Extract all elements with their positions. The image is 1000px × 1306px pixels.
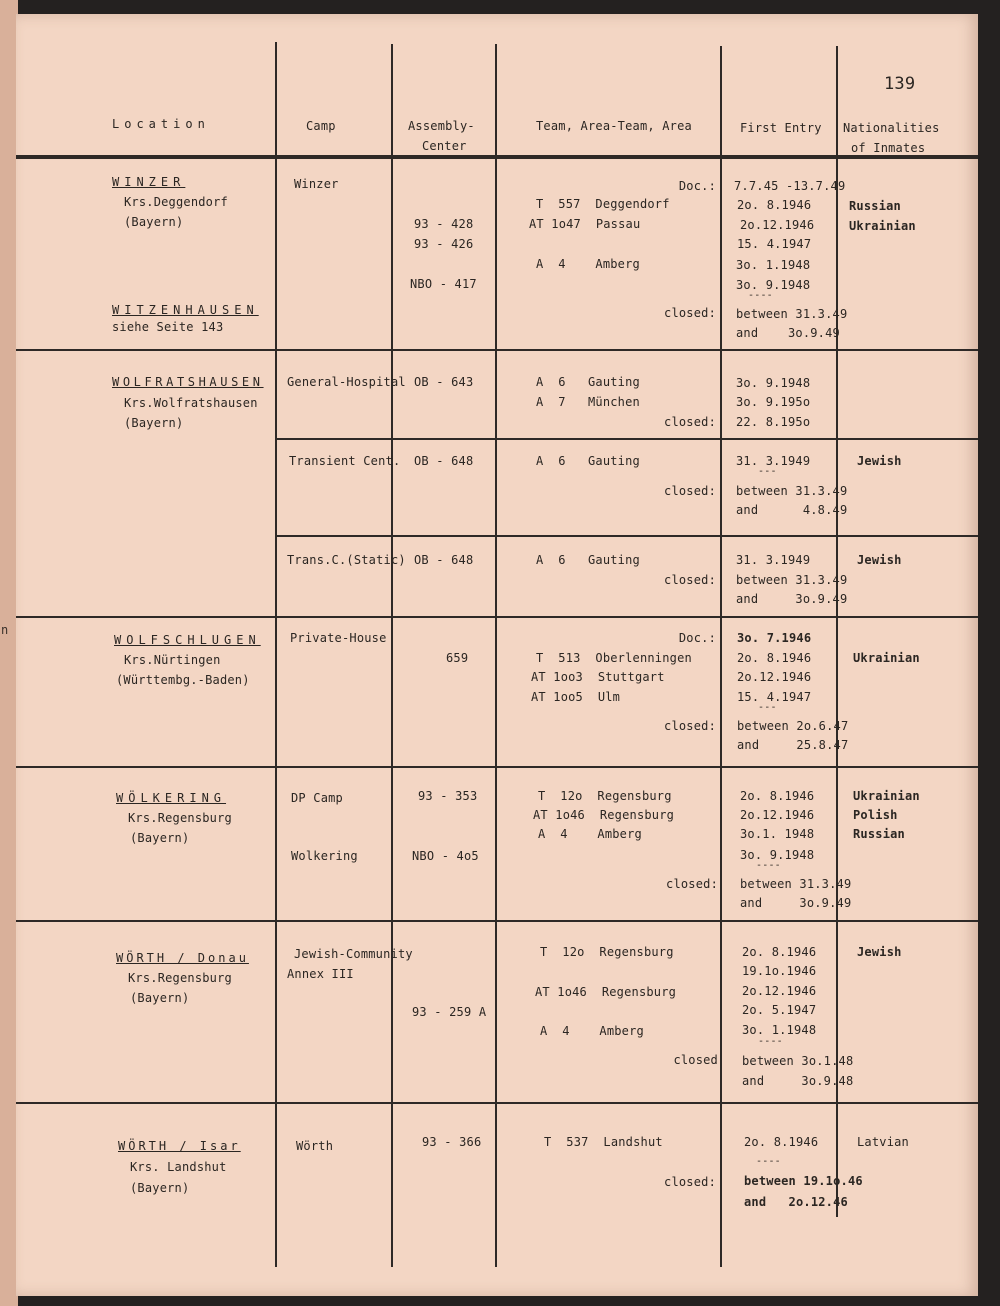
wolfschlugen-nat: Ukrainian xyxy=(853,651,920,665)
wolfrat-camp-3: Trans.C.(Static) xyxy=(287,553,406,567)
header-nationalities-2: of Inmates xyxy=(851,141,926,155)
winzer-team-2: AT 1o47 Passau xyxy=(529,217,641,231)
header-rule xyxy=(16,155,978,159)
wolkering-entry-dash: ---- xyxy=(756,860,781,871)
worth-isar-entry-dash: ---- xyxy=(756,1156,781,1167)
winzer-entry-6: 3o. 9.1948 xyxy=(736,278,811,292)
worth-donau-entry-3: 2o.12.1946 xyxy=(742,984,817,998)
worth-donau-camp-2: Annex III xyxy=(287,967,354,981)
wolfrat-assembly-1: OB - 643 xyxy=(414,375,474,389)
location-wolfratshausen: WOLFRATSHAUSEN xyxy=(112,375,264,389)
worth-donau-entry-7: and 3o.9.48 xyxy=(742,1074,854,1088)
worth-donau-closed: closed xyxy=(673,1053,718,1067)
winzer-nat-2: Ukrainian xyxy=(849,219,916,233)
winzer-district: Krs.Deggendorf xyxy=(124,195,228,209)
header-first-entry: First Entry xyxy=(740,121,822,135)
wolfrat-entry-3a: 31. 3.1949 xyxy=(736,553,811,567)
wolkering-nat-3: Russian xyxy=(853,827,905,841)
worth-donau-entry-6: between 3o.1.48 xyxy=(742,1054,854,1068)
worth-isar-nat: Latvian xyxy=(857,1135,909,1149)
wolfschlugen-camp: Private-House xyxy=(290,631,387,645)
wolfrat-assembly-3: OB - 648 xyxy=(414,553,474,567)
wolfschlugen-entry-6: and 25.8.47 xyxy=(737,738,849,752)
wolkering-team-3: A 4 Amberg xyxy=(538,827,642,841)
wolfrat-team-2a: A 6 Gauting xyxy=(536,454,640,468)
winzer-nat-1: Russian xyxy=(849,199,901,213)
header-assembly-1: Assembly- xyxy=(408,119,475,133)
wolfrat-team-1b: A 7 München xyxy=(536,395,640,409)
wolfschlugen-doc: Doc.: xyxy=(678,631,716,645)
winzer-entry-dash: ---- xyxy=(748,290,773,301)
worth-isar-entry-1: 2o. 8.1946 xyxy=(744,1135,819,1149)
wolfrat-team-1a: A 6 Gauting xyxy=(536,375,640,389)
worth-donau-entry-1: 2o. 8.1946 xyxy=(742,945,817,959)
wolfratshausen-state: (Bayern) xyxy=(124,416,184,430)
wolfrat-assembly-2: OB - 648 xyxy=(414,454,474,468)
winzer-team-1: T 557 Deggendorf xyxy=(536,197,670,211)
wolfrat-nat-2: Jewish xyxy=(857,454,902,468)
wolkering-entry-1: 2o. 8.1946 xyxy=(740,789,815,803)
wolkering-nat-1: Ukrainian xyxy=(853,789,920,803)
wolkering-camp-1: DP Camp xyxy=(291,791,343,805)
winzer-entry-5: 3o. 1.1948 xyxy=(736,258,811,272)
worth-donau-state: (Bayern) xyxy=(130,991,190,1005)
header-camp: Camp xyxy=(306,119,336,133)
worth-donau-team-2: AT 1o46 Regensburg xyxy=(535,985,677,999)
wolkering-team-2: AT 1o46 Regensburg xyxy=(533,808,675,822)
wolfrat-entry-3c: and 3o.9.49 xyxy=(736,592,848,606)
wolfschlugen-district: Krs.Nürtingen xyxy=(124,653,221,667)
winzer-entry-4: 15. 4.1947 xyxy=(737,237,812,251)
row-rule-3 xyxy=(16,616,978,618)
location-wolkering: WÖLKERING xyxy=(116,791,227,805)
winzer-assembly-2: 93 - 426 xyxy=(414,237,474,251)
wolfrat-entry-3b: between 31.3.49 xyxy=(736,573,848,587)
location-worth-donau: WÖRTH / Donau xyxy=(116,951,249,965)
wolfrat-camp-1: General-Hospital xyxy=(287,375,406,389)
worth-donau-entry-dash: ---- xyxy=(758,1036,783,1047)
wolfrat-closed-3: closed: xyxy=(664,573,716,587)
wolkering-team-1: T 12o Regensburg xyxy=(538,789,672,803)
winzer-closed: closed: xyxy=(664,306,716,320)
worth-donau-entry-5: 3o. 1.1948 xyxy=(742,1023,817,1037)
wolfschlugen-entry-3: 2o.12.1946 xyxy=(737,670,812,684)
wolfrat-entry-2c: and 4.8.49 xyxy=(736,503,848,517)
row-rule-5 xyxy=(16,920,978,922)
location-winzer: WINZER xyxy=(112,175,186,189)
wolfschlugen-closed: closed: xyxy=(664,719,716,733)
winzer-entry-3: 2o.12.1946 xyxy=(740,218,815,232)
worth-donau-nat: Jewish xyxy=(857,945,902,959)
row-rule-2a xyxy=(275,438,978,440)
row-rule-6 xyxy=(16,1102,978,1104)
worth-donau-district: Krs.Regensburg xyxy=(128,971,232,985)
wolfrat-closed-2: closed: xyxy=(664,484,716,498)
wolfrat-entry-2b: between 31.3.49 xyxy=(736,484,848,498)
col-line-1 xyxy=(275,42,277,1267)
wolfrat-entry-2a: 31. 3.1949 xyxy=(736,454,811,468)
wolfschlugen-entry-dash: --- xyxy=(758,702,777,713)
winzer-entry-8: and 3o.9.49 xyxy=(736,326,840,340)
col-line-5 xyxy=(836,46,838,1217)
wolfschlugen-team-1: T 513 Oberlenningen xyxy=(536,651,692,665)
header-team: Team, Area-Team, Area xyxy=(536,119,692,133)
winzer-assembly-1: 93 - 428 xyxy=(414,217,474,231)
worth-donau-team-1: T 12o Regensburg xyxy=(540,945,674,959)
winzer-entry-2: 2o. 8.1946 xyxy=(737,198,812,212)
location-witzenhausen: WITZENHAUSEN xyxy=(112,303,259,317)
witzenhausen-ref: siehe Seite 143 xyxy=(112,320,224,334)
page-number: 139 xyxy=(884,74,916,94)
wolkering-entry-5: between 31.3.49 xyxy=(740,877,852,891)
wolfrat-entry-2dash: --- xyxy=(758,466,777,477)
wolkering-entry-2: 2o.12.1946 xyxy=(740,808,815,822)
wolkering-entry-6: and 3o.9.49 xyxy=(740,896,852,910)
header-assembly-2: Center xyxy=(422,139,467,153)
row-rule-1 xyxy=(16,349,978,351)
row-rule-4 xyxy=(16,766,978,768)
wolfschlugen-state: (Württembg.-Baden) xyxy=(116,673,250,687)
wolfrat-entry-1b: 3o. 9.195o xyxy=(736,395,811,409)
wolfschlugen-entry-1: 3o. 7.1946 xyxy=(737,631,812,645)
wolkering-nat-2: Polish xyxy=(853,808,898,822)
location-wolfschlugen: WOLFSCHLUGEN xyxy=(114,633,261,647)
wolfratshausen-district: Krs.Wolfratshausen xyxy=(124,396,258,410)
worth-isar-entry-2: between 19.1o.46 xyxy=(744,1174,863,1188)
wolfschlugen-entry-4: 15. 4.1947 xyxy=(737,690,812,704)
wolkering-state: (Bayern) xyxy=(130,831,190,845)
wolfrat-camp-2: Transient Cent. xyxy=(289,454,401,468)
wolkering-closed: closed: xyxy=(666,877,718,891)
worth-isar-closed: closed: xyxy=(664,1175,716,1189)
col-line-2 xyxy=(391,44,393,1267)
header-nationalities-1: Nationalities xyxy=(843,121,940,135)
winzer-entry-1: 7.7.45 -13.7.49 xyxy=(734,179,846,193)
col-line-4 xyxy=(720,46,722,1267)
row-rule-2b xyxy=(275,535,978,537)
wolfschlugen-entry-2: 2o. 8.1946 xyxy=(737,651,812,665)
wolfrat-entry-1c: 22. 8.195o xyxy=(736,415,811,429)
winzer-entry-7: between 31.3.49 xyxy=(736,307,848,321)
wolkering-assembly-1: 93 - 353 xyxy=(418,789,478,803)
winzer-state: (Bayern) xyxy=(124,215,184,229)
wolkering-entry-4: 3o. 9.1948 xyxy=(740,848,815,862)
worth-isar-district: Krs. Landshut xyxy=(130,1160,227,1174)
wolkering-district: Krs.Regensburg xyxy=(128,811,232,825)
wolfrat-team-3a: A 6 Gauting xyxy=(536,553,640,567)
worth-isar-entry-3: and 2o.12.46 xyxy=(744,1195,848,1209)
wolfrat-entry-1a: 3o. 9.1948 xyxy=(736,376,811,390)
wolfrat-closed-1: closed: xyxy=(664,415,716,429)
wolkering-entry-3: 3o.1. 1948 xyxy=(740,827,815,841)
wolfschlugen-team-3: AT 1oo5 Ulm xyxy=(531,690,621,704)
winzer-assembly-3: NBO - 417 xyxy=(410,277,477,291)
wolfschlugen-entry-5: between 2o.6.47 xyxy=(737,719,849,733)
worth-donau-camp-1: Jewish-Community xyxy=(294,947,413,961)
worth-donau-team-3: A 4 Amberg xyxy=(540,1024,644,1038)
col-line-3 xyxy=(495,44,497,1267)
header-location: Location xyxy=(112,117,210,131)
worth-donau-entry-4: 2o. 5.1947 xyxy=(742,1003,817,1017)
worth-isar-state: (Bayern) xyxy=(130,1181,190,1195)
wolfschlugen-assembly: 659 xyxy=(446,651,469,665)
wolfrat-nat-3: Jewish xyxy=(857,553,902,567)
location-worth-isar: WÖRTH / Isar xyxy=(118,1139,241,1153)
winzer-camp: Winzer xyxy=(294,177,339,191)
wolkering-assembly-2: NBO - 4o5 xyxy=(412,849,479,863)
worth-donau-assembly: 93 - 259 A xyxy=(412,1005,487,1019)
winzer-doc: Doc.: xyxy=(678,179,716,193)
worth-isar-assembly: 93 - 366 xyxy=(422,1135,482,1149)
wolfschlugen-team-2: AT 1oo3 Stuttgart xyxy=(531,670,665,684)
worth-isar-camp: Wörth xyxy=(296,1139,334,1153)
worth-isar-team-1: T 537 Landshut xyxy=(544,1135,663,1149)
wolkering-camp-2: Wolkering xyxy=(291,849,358,863)
worth-donau-entry-2: 19.1o.1946 xyxy=(742,964,817,978)
winzer-team-3: A 4 Amberg xyxy=(536,257,640,271)
margin-char: n xyxy=(1,623,9,637)
